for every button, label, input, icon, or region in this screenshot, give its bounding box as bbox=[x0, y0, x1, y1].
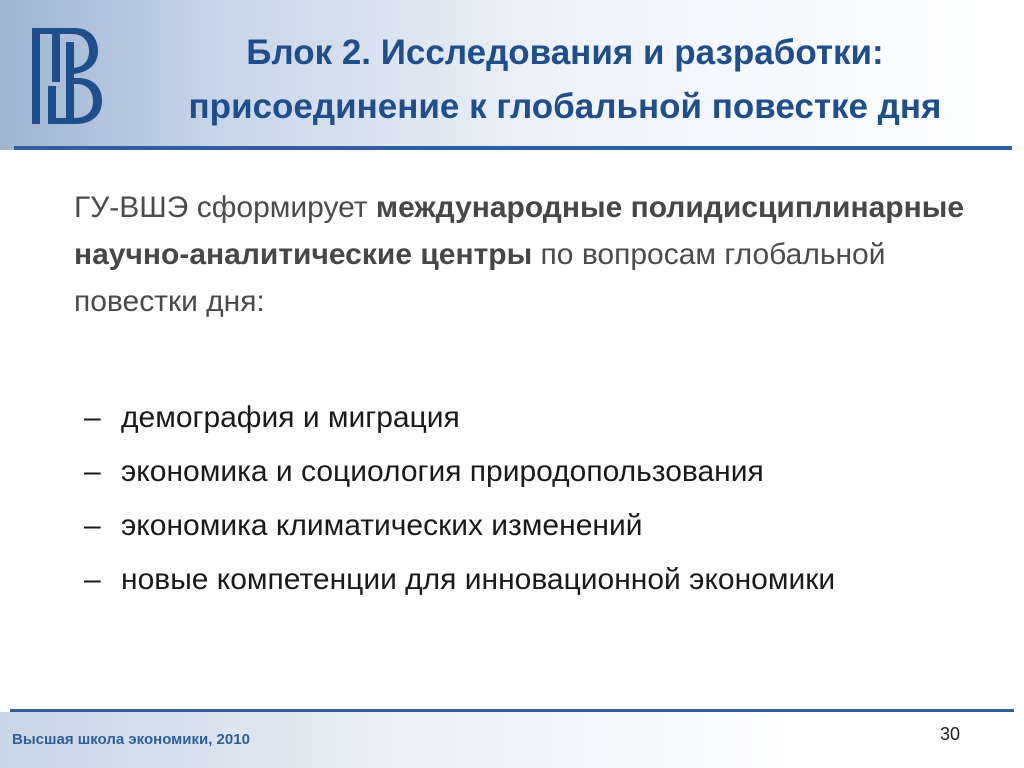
dash-icon: – bbox=[84, 401, 101, 434]
dash-icon: – bbox=[84, 455, 101, 488]
list-item-text: экономика и социология природопользования bbox=[121, 455, 764, 488]
intro-emphasis: международные полидисциплинарные научно-аналитические центры bbox=[74, 191, 965, 271]
topic-list bbox=[84, 395, 984, 611]
footer-organization: Высшая школа экономики, 2010 bbox=[12, 731, 250, 748]
list-item bbox=[84, 449, 984, 495]
list-item bbox=[84, 557, 984, 603]
list-item-text: демография и миграция bbox=[121, 401, 460, 434]
header-divider bbox=[14, 146, 1012, 150]
title-line-1: Блок 2. Исследования и разработки: bbox=[246, 33, 884, 72]
list-item-text: новые компетенции для инновационной экономики bbox=[121, 563, 836, 596]
title-line-2: присоединение к глобальной повестке дня bbox=[188, 87, 942, 126]
page-number: 30 bbox=[940, 724, 961, 744]
footer-divider bbox=[10, 709, 1014, 712]
intro-text-start: ГУ-ВШЭ сформирует bbox=[74, 191, 376, 224]
list-item bbox=[84, 503, 984, 549]
hse-logo-icon bbox=[22, 20, 108, 132]
dash-icon: – bbox=[84, 509, 101, 542]
list-item bbox=[84, 395, 984, 441]
dash-icon: – bbox=[84, 563, 101, 596]
list-item-text: экономика климатических изменений bbox=[121, 509, 643, 542]
intro-text-end: по вопросам глобальной повестки дня: bbox=[74, 238, 886, 318]
slide-title bbox=[120, 26, 1010, 134]
intro-paragraph bbox=[74, 184, 974, 325]
